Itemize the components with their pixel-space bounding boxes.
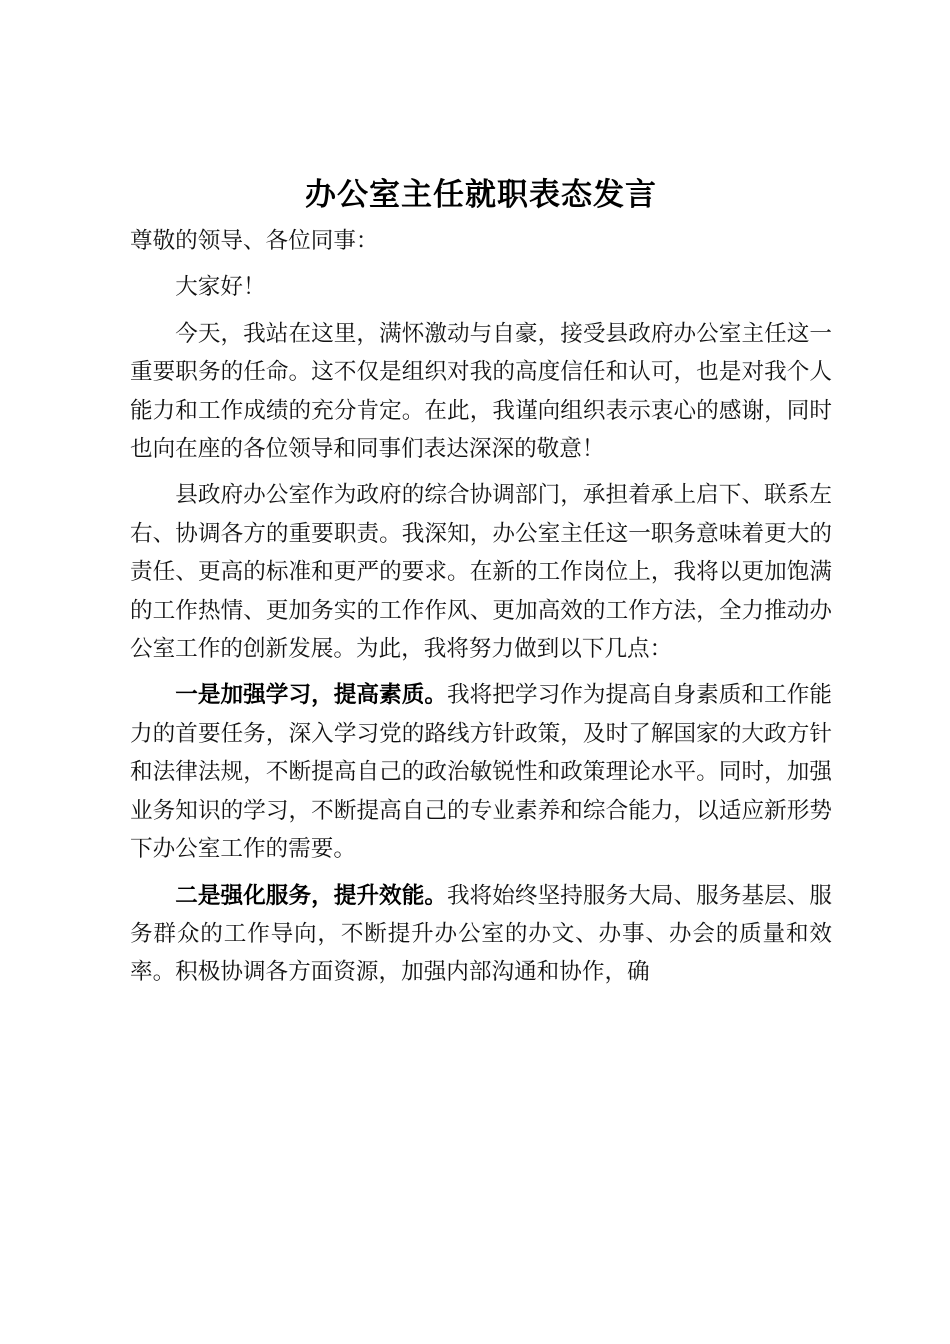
- paragraph-appointment: 今天，我站在这里，满怀激动与自豪，接受县政府办公室主任这一重要职务的任命。这不仅是组织对我的高度信任和认可，也是对我个人能力和工作成绩的充分肯定。在此，我谨向组织表示衷心的感谢，同时也向在座的各位领导和同事们表达深深的敬意！: [130, 320, 832, 463]
- point-service-text: 我将始终坚持服务大局、服务基层、服务群众的工作导向，不断提升办公室的办文、办事、办会的质量和效率。积极协调各方面资源，加强内部沟通和协作，确: [130, 882, 833, 986]
- greeting: 大家好！: [175, 274, 266, 301]
- point-service-lead: 二是强化服务，提升效能。: [175, 882, 447, 909]
- salutation: 尊敬的领导、各位同事：: [130, 228, 379, 254]
- point-learning: [130, 676, 832, 868]
- point-service: [130, 877, 832, 992]
- document-title: 办公室主任就职表态发言: [305, 177, 657, 213]
- paragraph-office-role: 县政府办公室作为政府的综合协调部门，承担着承上启下、联系左右、协调各方的重要职责。我深知，办公室主任这一职务意味着更大的责任、更高的标准和更严的要求。在新的工作岗位上，我将以更加饱满的工作热情、更加务实的工作作风、更加高效的工作方法，全力推动办公室工作的创新发展。为此，我将努力做到以下几点：: [130, 482, 832, 663]
- document-body: [130, 168, 832, 992]
- point-learning-lead: 一是加强学习，提高素质。: [175, 682, 447, 709]
- point-learning-text: 我将把学习作为提高自身素质和工作能力的首要任务，深入学习党的路线方针政策，及时了解国家的大政方针和法律法规，不断提高自己的政治敏锐性和政策理论水平。同时，加强业务知识的学习，不断提高自己的专业素养和综合能力，以适应新形势下办公室工作的需要。: [130, 682, 833, 863]
